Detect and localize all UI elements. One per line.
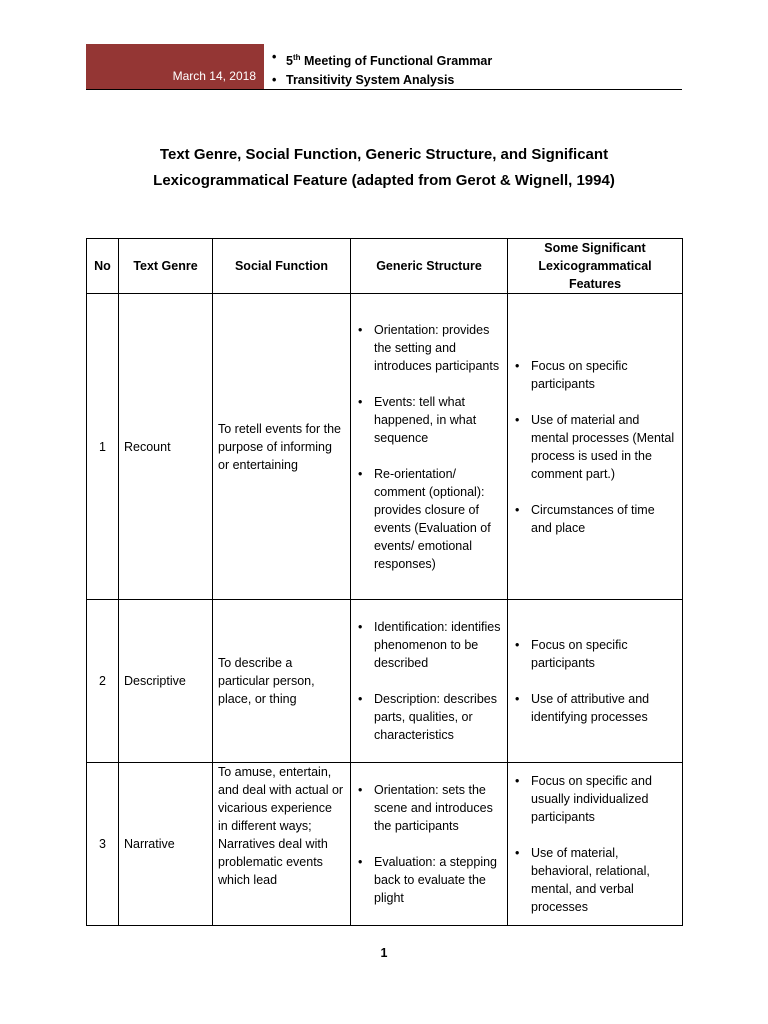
row-features <box>508 763 683 926</box>
row-number: 2 <box>87 600 119 763</box>
row-features <box>508 600 683 763</box>
document-title-line: Lexicogrammatical Feature (adapted from Gerot & Wignell, 1994) <box>153 172 615 189</box>
column-header-social-function: Social Function <box>213 239 351 294</box>
row-social-function: To amuse, entertain, and deal with actual or vicarious experience in different ways; Narratives deal with problematic events which lead <box>213 763 351 926</box>
column-header-generic-structure: Generic Structure <box>351 239 508 294</box>
structure-item: • Identification: identifies phenomenon to be described <box>356 618 502 672</box>
row-genre: Descriptive <box>119 600 213 763</box>
bullet-icon: • <box>272 73 277 88</box>
header-date-band <box>86 44 264 89</box>
row-generic-structure <box>351 600 508 763</box>
row-number: 1 <box>87 294 119 600</box>
row-generic-structure <box>351 294 508 600</box>
structure-item: • Orientation: sets the scene and introduces the participants <box>356 781 502 835</box>
column-header-no: No <box>87 239 119 294</box>
column-header-genre: Text Genre <box>119 239 213 294</box>
header-topic-item <box>272 48 492 71</box>
feature-item: • Use of attributive and identifying processes <box>513 690 677 726</box>
feature-item: • Focus on specific participants <box>513 357 677 393</box>
row-generic-structure <box>351 763 508 926</box>
feature-item: • Focus on specific and usually individualized participants <box>513 772 677 826</box>
feature-item: • Use of material and mental processes (Mental process is used in the comment part.) <box>513 411 677 483</box>
table-header-row <box>87 239 683 294</box>
row-genre: Recount <box>119 294 213 600</box>
page-number: 1 <box>380 946 388 960</box>
header-topic-item <box>272 71 492 90</box>
document-title <box>86 142 682 194</box>
feature-item: • Focus on specific participants <box>513 636 677 672</box>
row-social-function: To describe a particular person, place, or thing <box>213 600 351 763</box>
structure-item: • Events: tell what happened, in what sequence <box>356 393 502 447</box>
structure-item: • Re-orientation/ comment (optional): provides closure of events (Evaluation of events/ emotional responses) <box>356 465 502 573</box>
header-topic-text: Transitivity System Analysis <box>286 73 455 88</box>
document-title-line: Text Genre, Social Function, Generic Structure, and Significant <box>159 146 609 163</box>
feature-item: • Circumstances of time and place <box>513 501 677 537</box>
structure-item: • Orientation: provides the setting and introduces participants <box>356 321 502 375</box>
header-date: March 14, 2018 <box>172 69 256 83</box>
row-features <box>508 294 683 600</box>
table-row <box>87 763 683 926</box>
genre-table <box>86 238 683 926</box>
table-row <box>87 294 683 600</box>
row-genre: Narrative <box>119 763 213 926</box>
feature-item: • Use of material, behavioral, relational, mental, and verbal processes <box>513 844 677 916</box>
row-social-function: To retell events for the purpose of informing or entertaining <box>213 294 351 600</box>
structure-item: • Description: describes parts, qualities, or characteristics <box>356 690 502 744</box>
header-topics <box>272 48 492 90</box>
header-topic-text: 5th Meeting of Functional Grammar <box>286 53 493 69</box>
table-row <box>87 600 683 763</box>
column-header-features: Some Significant Lexicogrammatical Features <box>508 239 683 294</box>
bullet-icon: • <box>272 50 277 64</box>
structure-item: • Evaluation: a stepping back to evaluate the plight <box>356 853 502 907</box>
header-divider <box>86 89 682 90</box>
row-number: 3 <box>87 763 119 926</box>
